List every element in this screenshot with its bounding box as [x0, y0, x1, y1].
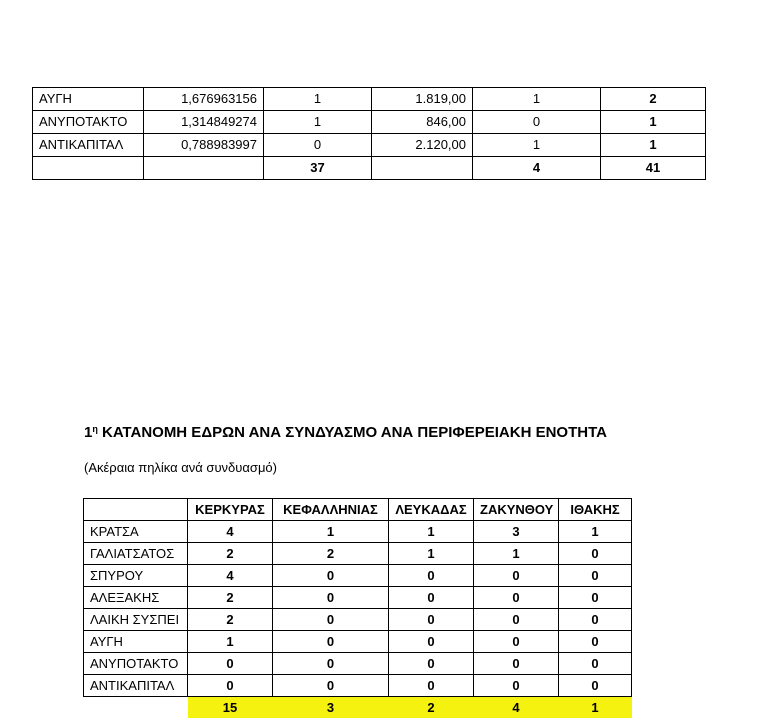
seat-allocation-table: [83, 498, 632, 718]
seat-count-cell: 2: [273, 543, 389, 565]
totals-row: [33, 157, 706, 180]
seat-count-cell: 0: [273, 565, 389, 587]
seat-count-cell: 1: [474, 543, 559, 565]
seat-count-cell: 2: [188, 609, 273, 631]
region-total-cell: 3: [273, 697, 389, 719]
seat-count-cell: 0: [474, 609, 559, 631]
header-row: [84, 499, 632, 521]
seat-count-cell: 0: [273, 653, 389, 675]
amount-cell: 1.819,00: [372, 88, 473, 111]
seats-cell: 1: [264, 88, 372, 111]
seat-count-cell: 0: [559, 543, 632, 565]
heading-ordinal: 1: [84, 424, 93, 441]
table-row: [33, 88, 706, 111]
ratio-cell: 0,788983997: [144, 134, 264, 157]
table-row: [84, 543, 632, 565]
grand-total-cell: 41: [601, 157, 706, 180]
seat-count-cell: 4: [188, 521, 273, 543]
table-row: [84, 653, 632, 675]
table-row: [33, 134, 706, 157]
seat-count-cell: 0: [559, 653, 632, 675]
seats-cell: 1: [473, 134, 601, 157]
empty-cell: [84, 697, 188, 719]
party-name-cell: ΑΥΓΗ: [33, 88, 144, 111]
seat-count-cell: 0: [389, 587, 474, 609]
seat-count-cell: 0: [389, 653, 474, 675]
table-row: [84, 521, 632, 543]
party-name-cell: ΑΝΥΠΟΤΑΚΤΟ: [84, 653, 188, 675]
seat-count-cell: 0: [389, 675, 474, 697]
table-row: [84, 587, 632, 609]
total-seats-cell: 1: [601, 111, 706, 134]
table-row: [84, 631, 632, 653]
table-row: [84, 565, 632, 587]
seat-count-cell: 1: [389, 521, 474, 543]
total-cell: 37: [264, 157, 372, 180]
seat-count-cell: 0: [559, 609, 632, 631]
seat-count-cell: 1: [188, 631, 273, 653]
total-cell: 4: [473, 157, 601, 180]
seat-count-cell: 2: [188, 543, 273, 565]
seat-count-cell: 0: [474, 631, 559, 653]
seat-count-cell: 0: [389, 609, 474, 631]
total-seats-cell: 2: [601, 88, 706, 111]
seat-count-cell: 0: [559, 631, 632, 653]
ratio-cell: 1,314849274: [144, 111, 264, 134]
region-header: ΙΘΑΚΗΣ: [559, 499, 632, 521]
seat-count-cell: 0: [559, 565, 632, 587]
allocation-subheading: (Ακέραια πηλίκα ανά συνδυασμό): [84, 460, 277, 475]
seats-cell: 0: [264, 134, 372, 157]
party-name-cell: ΑΛΕΞΑΚΗΣ: [84, 587, 188, 609]
empty-cell: [33, 157, 144, 180]
seat-count-cell: 0: [474, 675, 559, 697]
seat-count-cell: 0: [559, 675, 632, 697]
region-total-cell: 4: [474, 697, 559, 719]
empty-cell: [144, 157, 264, 180]
region-total-cell: 15: [188, 697, 273, 719]
seat-count-cell: 0: [273, 587, 389, 609]
table-row: [84, 675, 632, 697]
seat-count-cell: 0: [474, 653, 559, 675]
ratio-cell: 1,676963156: [144, 88, 264, 111]
region-header: ΚΕΡΚΥΡΑΣ: [188, 499, 273, 521]
seat-count-cell: 2: [188, 587, 273, 609]
seat-count-cell: 1: [273, 521, 389, 543]
region-header: ΛΕΥΚΑΔΑΣ: [389, 499, 474, 521]
seat-count-cell: 0: [188, 653, 273, 675]
heading-ordinal-suffix: η: [92, 424, 98, 434]
party-name-cell: ΑΝΤΙΚΑΠΙΤΑΛ: [33, 134, 144, 157]
region-header: ΖΑΚΥΝΘΟΥ: [474, 499, 559, 521]
party-name-cell: ΑΝΤΙΚΑΠΙΤΑΛ: [84, 675, 188, 697]
seat-count-cell: 0: [474, 565, 559, 587]
seat-count-cell: 0: [273, 609, 389, 631]
party-name-cell: ΚΡΑΤΣΑ: [84, 521, 188, 543]
region-total-cell: 2: [389, 697, 474, 719]
seat-count-cell: 0: [389, 631, 474, 653]
seat-count-cell: 0: [559, 587, 632, 609]
seats-cell: 1: [264, 111, 372, 134]
amount-cell: 846,00: [372, 111, 473, 134]
seat-count-cell: 0: [273, 631, 389, 653]
seat-summary-table: [32, 87, 706, 180]
seat-count-cell: 3: [474, 521, 559, 543]
totals-row: [84, 697, 632, 719]
party-name-cell: ΑΝΥΠΟΤΑΚΤΟ: [33, 111, 144, 134]
empty-cell: [372, 157, 473, 180]
region-header: ΚΕΦΑΛΛΗΝΙΑΣ: [273, 499, 389, 521]
table-row: [33, 111, 706, 134]
heading-text: ΚΑΤΑΝΟΜΗ ΕΔΡΩΝ ΑΝΑ ΣΥΝΔΥΑΣΜΟ ΑΝΑ ΠΕΡΙΦΕΡΕΙΑΚΗ ΕΝΟΤΗΤΑ: [97, 424, 607, 441]
corner-cell: [84, 499, 188, 521]
seat-count-cell: 0: [474, 587, 559, 609]
region-total-cell: 1: [559, 697, 632, 719]
seat-count-cell: 0: [188, 675, 273, 697]
party-name-cell: ΑΥΓΗ: [84, 631, 188, 653]
total-seats-cell: 1: [601, 134, 706, 157]
party-name-cell: ΣΠΥΡΟΥ: [84, 565, 188, 587]
seat-count-cell: 0: [273, 675, 389, 697]
seats-cell: 0: [473, 111, 601, 134]
party-name-cell: ΛΑΙΚΗ ΣΥΣΠΕΙ: [84, 609, 188, 631]
table-row: [84, 609, 632, 631]
seats-cell: 1: [473, 88, 601, 111]
seat-count-cell: 1: [389, 543, 474, 565]
seat-count-cell: 0: [389, 565, 474, 587]
party-name-cell: ΓΑΛΙΑΤΣΑΤΟΣ: [84, 543, 188, 565]
allocation-heading: [84, 424, 607, 441]
seat-count-cell: 1: [559, 521, 632, 543]
amount-cell: 2.120,00: [372, 134, 473, 157]
seat-count-cell: 4: [188, 565, 273, 587]
